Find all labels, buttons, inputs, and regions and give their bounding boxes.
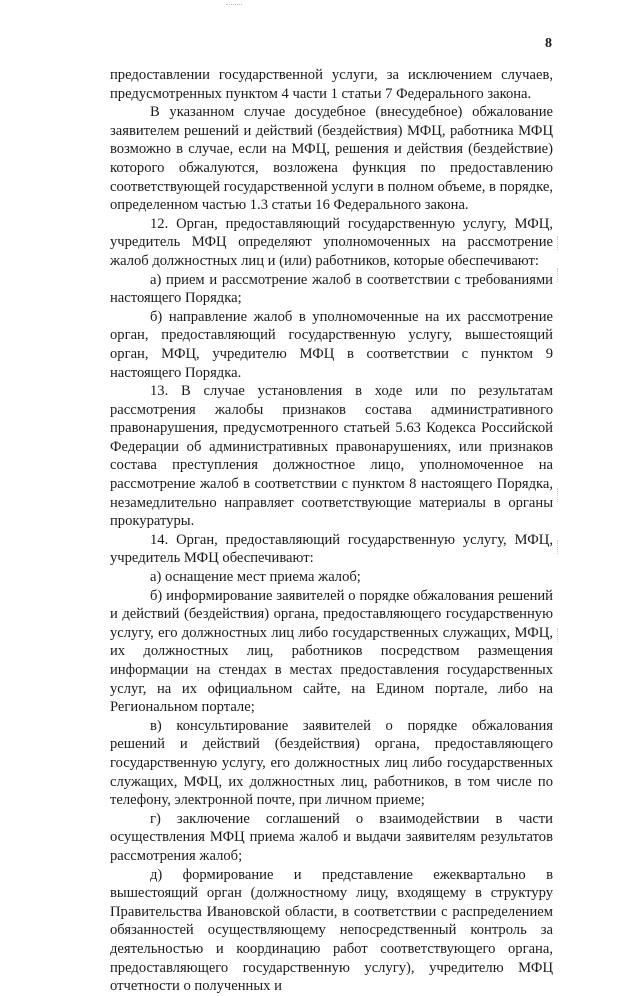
paragraph-item-12a: а) прием и рассмотрение жалоб в соответствии с требованиями настоящего Порядка; bbox=[110, 271, 553, 307]
scan-edge-mark bbox=[557, 236, 559, 250]
page-number: 8 bbox=[545, 36, 552, 51]
paragraph-item-14a: а) оснащение мест приема жалоб; bbox=[150, 569, 361, 586]
paragraph-item-14b: б) информирование заявителей о порядке обжалования решений и действий (бездействия) органа, предоставляющего государственную услугу, его должностных лиц либо государственных служащих, МФЦ, их должностных лиц, работников посредством размещения информации на стендах в местах предоставления государственных услуг, на их официальном сайте, на Едином портале, либо на Региональном портале; bbox=[110, 587, 553, 716]
document-body bbox=[110, 66, 553, 996]
paragraph-item-14: 14. Орган, предоставляющий государственную услугу, МФЦ, учредитель МФЦ обеспечивают: bbox=[110, 531, 553, 567]
scan-edge-mark bbox=[557, 628, 559, 642]
paragraph-item-14d: д) формирование и представление ежеквартально в вышестоящий орган (должностному лицу, входящему в структуру Правительства Ивановской области, в соответствии с распределением обязанностей осуществляющему непосредственный контроль за деятельностью и координацию работ соответствующего органа, предоставляющего государственную услугу), учредителю МФЦ отчетности о полученных и bbox=[110, 866, 553, 995]
scan-edge-mark bbox=[557, 268, 559, 282]
paragraph-item-14v: в) консультирование заявителей о порядке обжалования решений и действий (бездействия) органа, предоставляющего государственную услугу, его должностных лиц либо государственных служащих, МФЦ, их должностных лиц, работников, в том числе по телефону, электронной почте, при личном приеме; bbox=[110, 717, 553, 809]
paragraph-continuation: предоставлении государственной услуги, за исключением случаев, предусмотренных пунктом 4 части 1 статьи 7 Федерального закона. bbox=[110, 67, 553, 102]
paragraph-item-12b: б) направление жалоб в уполномоченные на их рассмотрение орган, предоставляющий государственную услугу, вышестоящий орган, МФЦ, учредителю МФЦ в соответствии с пунктом 9 настоящего Порядка. bbox=[110, 308, 553, 381]
paragraph-appeal-note: В указанном случае досудебное (внесудебное) обжалование заявителем решений и действий (бездействия) МФЦ, работника МФЦ возможно в случае, если на МФЦ, решения и действия (бездействие) которого обжалуются, возложена функция по предоставлению соответствующей государственной услуги в полном объеме, в порядке, определенном частью 1.3 статьи 16 Федерального закона. bbox=[110, 104, 553, 214]
paragraph-item-12: 12. Орган, предоставляющий государственную услугу, МФЦ, учредитель МФЦ определяют уполномоченных на рассмотрение жалоб должностных лиц и (или) работников, которые обеспечивают: bbox=[110, 215, 553, 269]
scan-artifact bbox=[226, 4, 242, 6]
paragraph-item-14g: г) заключение соглашений о взаимодействии в части осуществления МФЦ приема жалоб и выдачи заявителям результатов рассмотрения жалоб; bbox=[110, 810, 553, 864]
scan-edge-mark bbox=[557, 488, 559, 502]
paragraph-item-13: 13. В случае установления в ходе или по результатам рассмотрения жалобы признаков состава административного правонарушения, предусмотренного статьей 5.63 Кодекса Российской Федерации об административных правонарушениях, или признаков состава преступления должностное лицо, уполномоченное на рассмотрение жалоб в соответствии с пунктом 8 настоящего Порядка, незамедлительно направляет соответствующие материалы в органы прокуратуры. bbox=[110, 383, 553, 530]
scan-edge-mark bbox=[557, 540, 559, 554]
